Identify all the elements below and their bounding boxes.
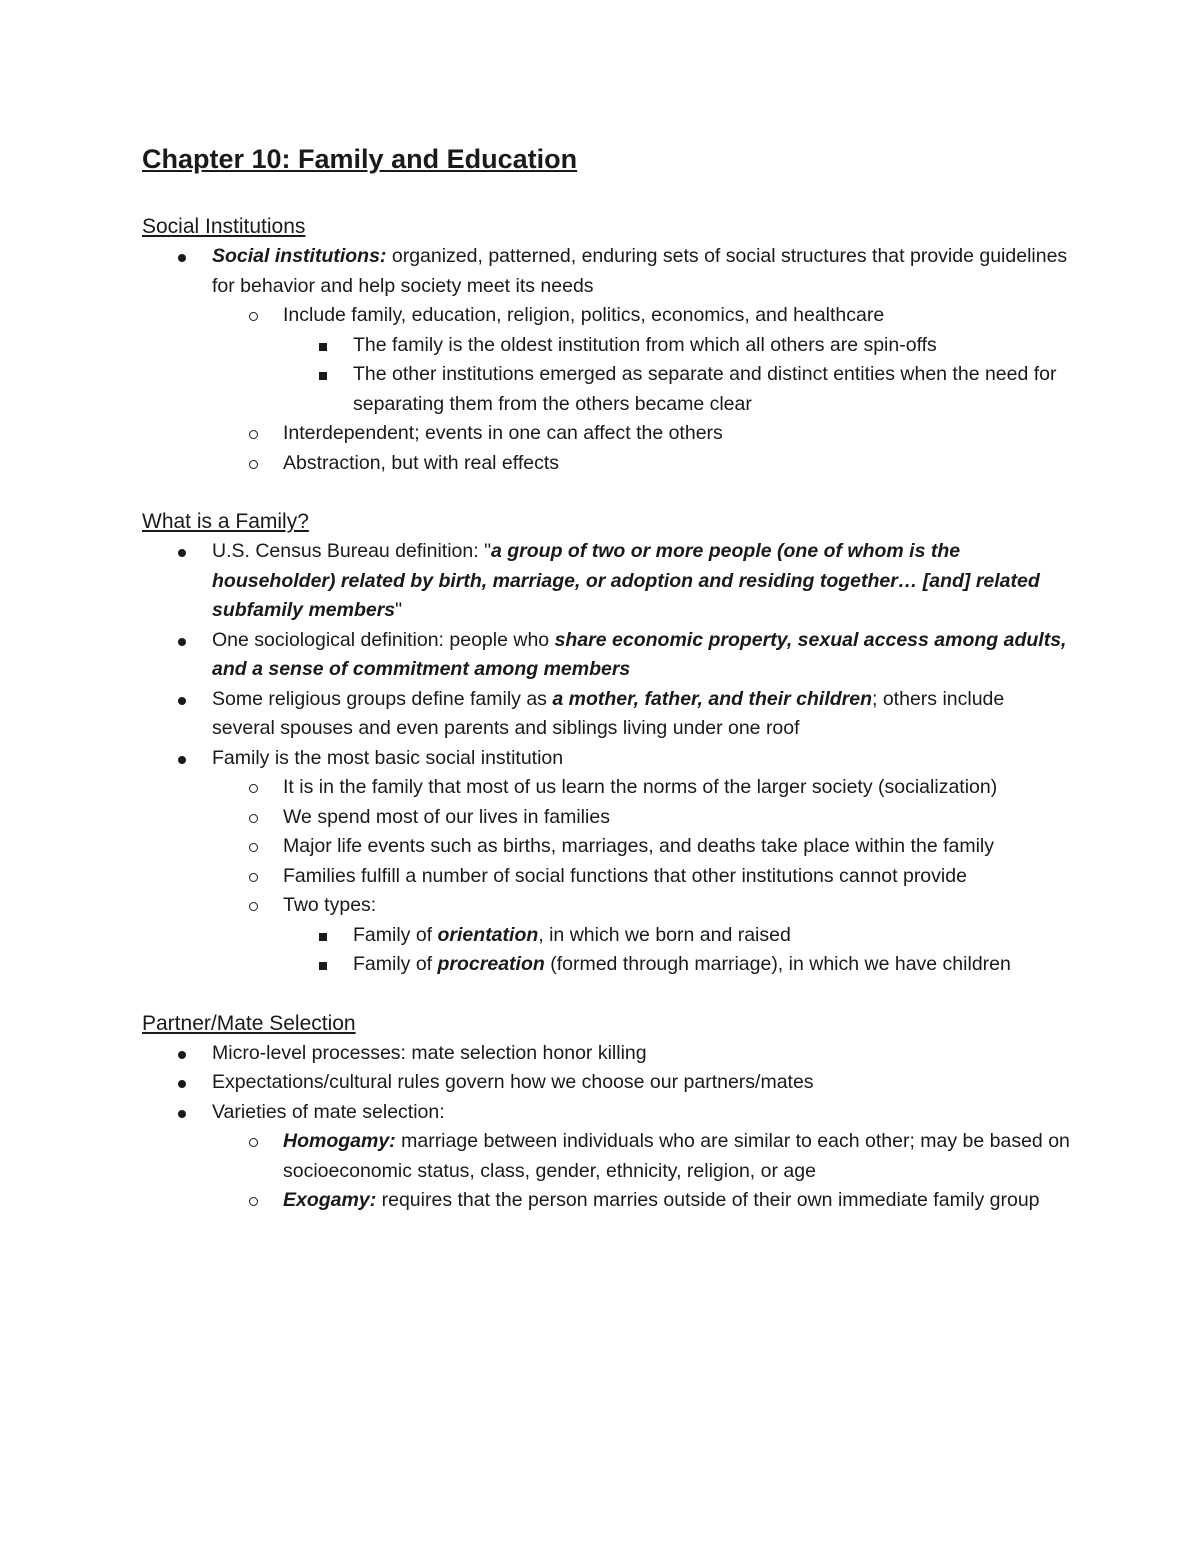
bullet-square-icon	[319, 343, 327, 351]
list-item: The other institutions emerged as separate and distinct entities when the need for separating them from the others became clear	[142, 360, 1072, 419]
section-heading: Social Institutions	[142, 215, 306, 238]
list-item: Family is the most basic social institution	[142, 744, 1072, 774]
bullet-square-icon	[319, 962, 327, 970]
list-item: We spend most of our lives in families	[142, 803, 1072, 833]
list-item: Micro-level processes: mate selection honor killing	[142, 1039, 1072, 1069]
bullet-dot-icon	[178, 1080, 186, 1088]
bullet-dot-icon	[178, 254, 186, 262]
list-item: Families fulfill a number of social functions that other institutions cannot provide	[142, 862, 1072, 892]
bullet-dot-icon	[178, 1110, 186, 1118]
list-item: It is in the family that most of us learn the norms of the larger society (socialization)	[142, 773, 1072, 803]
section-heading: What is a Family?	[142, 510, 309, 533]
list-item: The family is the oldest institution from which all others are spin-offs	[142, 331, 1072, 361]
section-what-is-a-family	[142, 507, 1072, 980]
bullet-circle-icon	[249, 843, 258, 852]
list-item: Two types:	[142, 891, 1072, 921]
bullet-circle-icon	[249, 1138, 258, 1147]
bullet-circle-icon	[249, 460, 258, 469]
list-item: Family of procreation (formed through marriage), in which we have children	[142, 950, 1072, 980]
list-item: Family of orientation, in which we born and raised	[142, 921, 1072, 951]
list-item: Expectations/cultural rules govern how we choose our partners/mates	[142, 1068, 1072, 1098]
bullet-circle-icon	[249, 1197, 258, 1206]
list-item: Social institutions: organized, patterned, enduring sets of social structures that provide guidelines for behavior and help society meet its needs	[142, 242, 1072, 301]
list-item: One sociological definition: people who share economic property, sexual access among adults, and a sense of commitment among members	[142, 626, 1072, 685]
bullet-dot-icon	[178, 549, 186, 557]
document-page	[142, 140, 1072, 1216]
section-social-institutions	[142, 212, 1072, 478]
list-item: U.S. Census Bureau definition: "a group of two or more people (one of whom is the householder) related by birth, marriage, or adoption and residing together… [and] related subfamily members"	[142, 537, 1072, 626]
list-item: Abstraction, but with real effects	[142, 449, 1072, 479]
bullet-circle-icon	[249, 902, 258, 911]
bullet-circle-icon	[249, 430, 258, 439]
list-item: Major life events such as births, marriages, and deaths take place within the family	[142, 832, 1072, 862]
page-title: Chapter 10: Family and Education	[142, 144, 578, 174]
bullet-circle-icon	[249, 814, 258, 823]
bullet-dot-icon	[178, 756, 186, 764]
list-item: Exogamy: requires that the person marries outside of their own immediate family group	[142, 1186, 1072, 1216]
bullet-square-icon	[319, 372, 327, 380]
bullet-dot-icon	[178, 697, 186, 705]
bullet-circle-icon	[249, 312, 258, 321]
list-item: Homogamy: marriage between individuals who are similar to each other; may be based on socioeconomic status, class, gender, ethnicity, religion, or age	[142, 1127, 1072, 1186]
bullet-square-icon	[319, 933, 327, 941]
bullet-circle-icon	[249, 873, 258, 882]
bullet-circle-icon	[249, 784, 258, 793]
section-partner-mate-selection	[142, 1009, 1072, 1216]
list-item: Varieties of mate selection:	[142, 1098, 1072, 1128]
bullet-dot-icon	[178, 1051, 186, 1059]
section-heading: Partner/Mate Selection	[142, 1011, 356, 1035]
list-item: Some religious groups define family as a mother, father, and their children; others include several spouses and even parents and siblings living under one roof	[142, 685, 1072, 744]
bullet-dot-icon	[178, 638, 186, 646]
list-item: Interdependent; events in one can affect the others	[142, 419, 1072, 449]
list-item: Include family, education, religion, politics, economics, and healthcare	[142, 301, 1072, 331]
